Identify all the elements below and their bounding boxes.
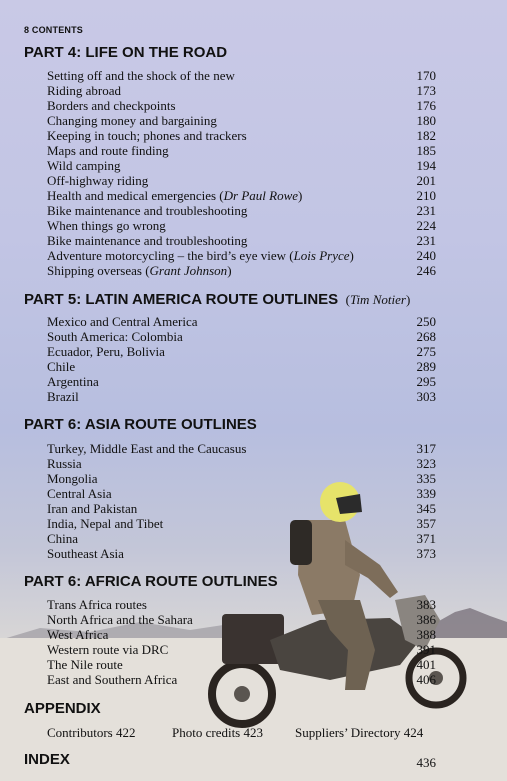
entry-title: Mongolia (47, 471, 98, 486)
entry-title: Southeast Asia (47, 546, 124, 561)
entry-title: Ecuador, Peru, Bolivia (47, 344, 165, 359)
entry-title: North Africa and the Sahara (47, 612, 193, 627)
entry-title: Adventure motorcycling – the bird’s eye view (Lois Pryce) (47, 248, 354, 263)
entry-page-number: 383 (416, 597, 436, 612)
entry-page-number: 210 (416, 188, 436, 203)
toc-entry (47, 501, 436, 516)
entry-page-number: 268 (416, 329, 436, 344)
entry-page-number: 246 (416, 263, 436, 278)
toc-entry (47, 389, 436, 404)
entry-page-number: 201 (416, 173, 436, 188)
toc-entry (47, 113, 436, 128)
entry-title: Chile (47, 359, 76, 374)
entry-page-number: 176 (416, 98, 436, 113)
entry-title: South America: Colombia (47, 329, 183, 344)
entry-page-number: 194 (416, 158, 436, 173)
entry-title: East and Southern Africa (47, 672, 178, 687)
toc-entry (47, 263, 436, 278)
entry-title: Brazil (47, 389, 79, 404)
entry-page-number: 173 (416, 83, 436, 98)
toc-entry (47, 218, 436, 233)
toc-entry (47, 359, 436, 374)
entry-title: Health and medical emergencies (Dr Paul Rowe) (47, 188, 303, 203)
entry-title: Off-highway riding (47, 173, 149, 188)
entry-page-number: 180 (416, 113, 436, 128)
entry-title: When things go wrong (47, 218, 166, 233)
entry-page-number: 250 (416, 314, 436, 329)
entry-page-number: 386 (416, 612, 436, 627)
appendix-photo-credits: Photo credits 423 (172, 725, 263, 740)
entry-author: Grant Johnson (149, 263, 228, 278)
section-title: PART 4: LIFE ON THE ROAD (24, 44, 228, 61)
toc-entry (47, 128, 436, 143)
toc-entry (47, 83, 436, 98)
entry-title: Maps and route finding (47, 143, 169, 158)
toc-entry (47, 642, 436, 657)
entry-page-number: 275 (416, 344, 436, 359)
toc-entry (47, 516, 436, 531)
entry-page-number: 345 (416, 501, 436, 516)
toc-entry (47, 672, 436, 687)
entry-title: Keeping in touch; phones and trackers (47, 128, 247, 143)
entry-title: Shipping overseas (Grant Johnson) (47, 263, 232, 278)
entry-page-number: 373 (416, 546, 436, 561)
entry-title: China (47, 531, 79, 546)
entry-title: Setting off and the shock of the new (47, 68, 235, 83)
entry-title: Borders and checkpoints (47, 98, 176, 113)
entry-title: Trans Africa routes (47, 597, 147, 612)
entry-page-number: 231 (416, 203, 436, 218)
entry-page-number: 231 (416, 233, 436, 248)
entry-title: Central Asia (47, 486, 112, 501)
entry-title: Mexico and Central America (47, 314, 198, 329)
entry-page-number: 289 (416, 359, 436, 374)
entry-title: West Africa (47, 627, 109, 642)
entry-page-number: 401 (416, 657, 436, 672)
entry-title: Changing money and bargaining (47, 113, 217, 128)
toc-entry (47, 98, 436, 113)
appendix-title: APPENDIX (24, 700, 101, 717)
toc-entry (47, 314, 436, 329)
entry-page-number: 240 (416, 248, 436, 263)
entry-author: Lois Pryce (293, 248, 350, 263)
toc-entry (47, 486, 436, 501)
entry-page-number: 357 (416, 516, 436, 531)
toc-entry (47, 173, 436, 188)
page-header: 8 CONTENTS (24, 25, 84, 35)
entry-page-number: 388 (416, 627, 436, 642)
entry-page-number: 335 (416, 471, 436, 486)
index-title: INDEX (24, 751, 70, 768)
toc-entry (47, 158, 436, 173)
toc-entry (47, 203, 436, 218)
section-title-text: PART 5: LATIN AMERICA ROUTE OUTLINES (24, 291, 339, 308)
section-author: (Tim Notier) (345, 292, 411, 307)
toc-entry (47, 546, 436, 561)
toc-entry (47, 344, 436, 359)
entry-page-number: 323 (416, 456, 436, 471)
toc-entry (47, 188, 436, 203)
toc-entry (47, 471, 436, 486)
entry-title: Bike maintenance and troubleshooting (47, 203, 248, 218)
entry-title: The Nile route (47, 657, 123, 672)
entry-title: Riding abroad (47, 83, 122, 98)
toc-entry (47, 233, 436, 248)
toc-entry (47, 68, 436, 83)
entry-title: Russia (47, 456, 82, 471)
toc-entry (47, 456, 436, 471)
toc-entry (47, 612, 436, 627)
entry-page-number: 185 (416, 143, 436, 158)
toc-entry (47, 657, 436, 672)
appendix-suppliers: Suppliers’ Directory 424 (295, 725, 424, 740)
toc-entry (47, 531, 436, 546)
entry-page-number: 224 (416, 218, 436, 233)
entry-page-number: 170 (416, 68, 436, 83)
index-entry (47, 755, 436, 770)
entry-page-number: 303 (416, 389, 436, 404)
toc-entry (47, 597, 436, 612)
entry-title: Wild camping (47, 158, 121, 173)
toc-entry (47, 143, 436, 158)
entry-page-number: 317 (416, 441, 436, 456)
entry-title: India, Nepal and Tibet (47, 516, 164, 531)
section-title: PART 6: ASIA ROUTE OUTLINES (24, 416, 257, 433)
entry-page-number: 295 (416, 374, 436, 389)
entry-page-number: 182 (416, 128, 436, 143)
index-page-number: 436 (416, 755, 436, 770)
entry-page-number: 406 (416, 672, 436, 687)
toc-entry (47, 248, 436, 263)
toc-entry (47, 374, 436, 389)
entry-title: Turkey, Middle East and the Caucasus (47, 441, 247, 456)
entry-title: Bike maintenance and troubleshooting (47, 233, 248, 248)
toc-entry (47, 441, 436, 456)
toc-entry (47, 329, 436, 344)
section-title (24, 291, 410, 308)
entry-page-number: 371 (416, 531, 436, 546)
entry-author: Dr Paul Rowe (223, 188, 299, 203)
appendix-contributors: Contributors 422 (47, 725, 136, 740)
entry-title: Argentina (47, 374, 99, 389)
entry-title: Western route via DRC (47, 642, 169, 657)
toc-entry (47, 627, 436, 642)
entry-page-number: 339 (416, 486, 436, 501)
section-title: PART 6: AFRICA ROUTE OUTLINES (24, 573, 278, 590)
entry-title: Iran and Pakistan (47, 501, 138, 516)
entry-page-number: 391 (416, 642, 436, 657)
